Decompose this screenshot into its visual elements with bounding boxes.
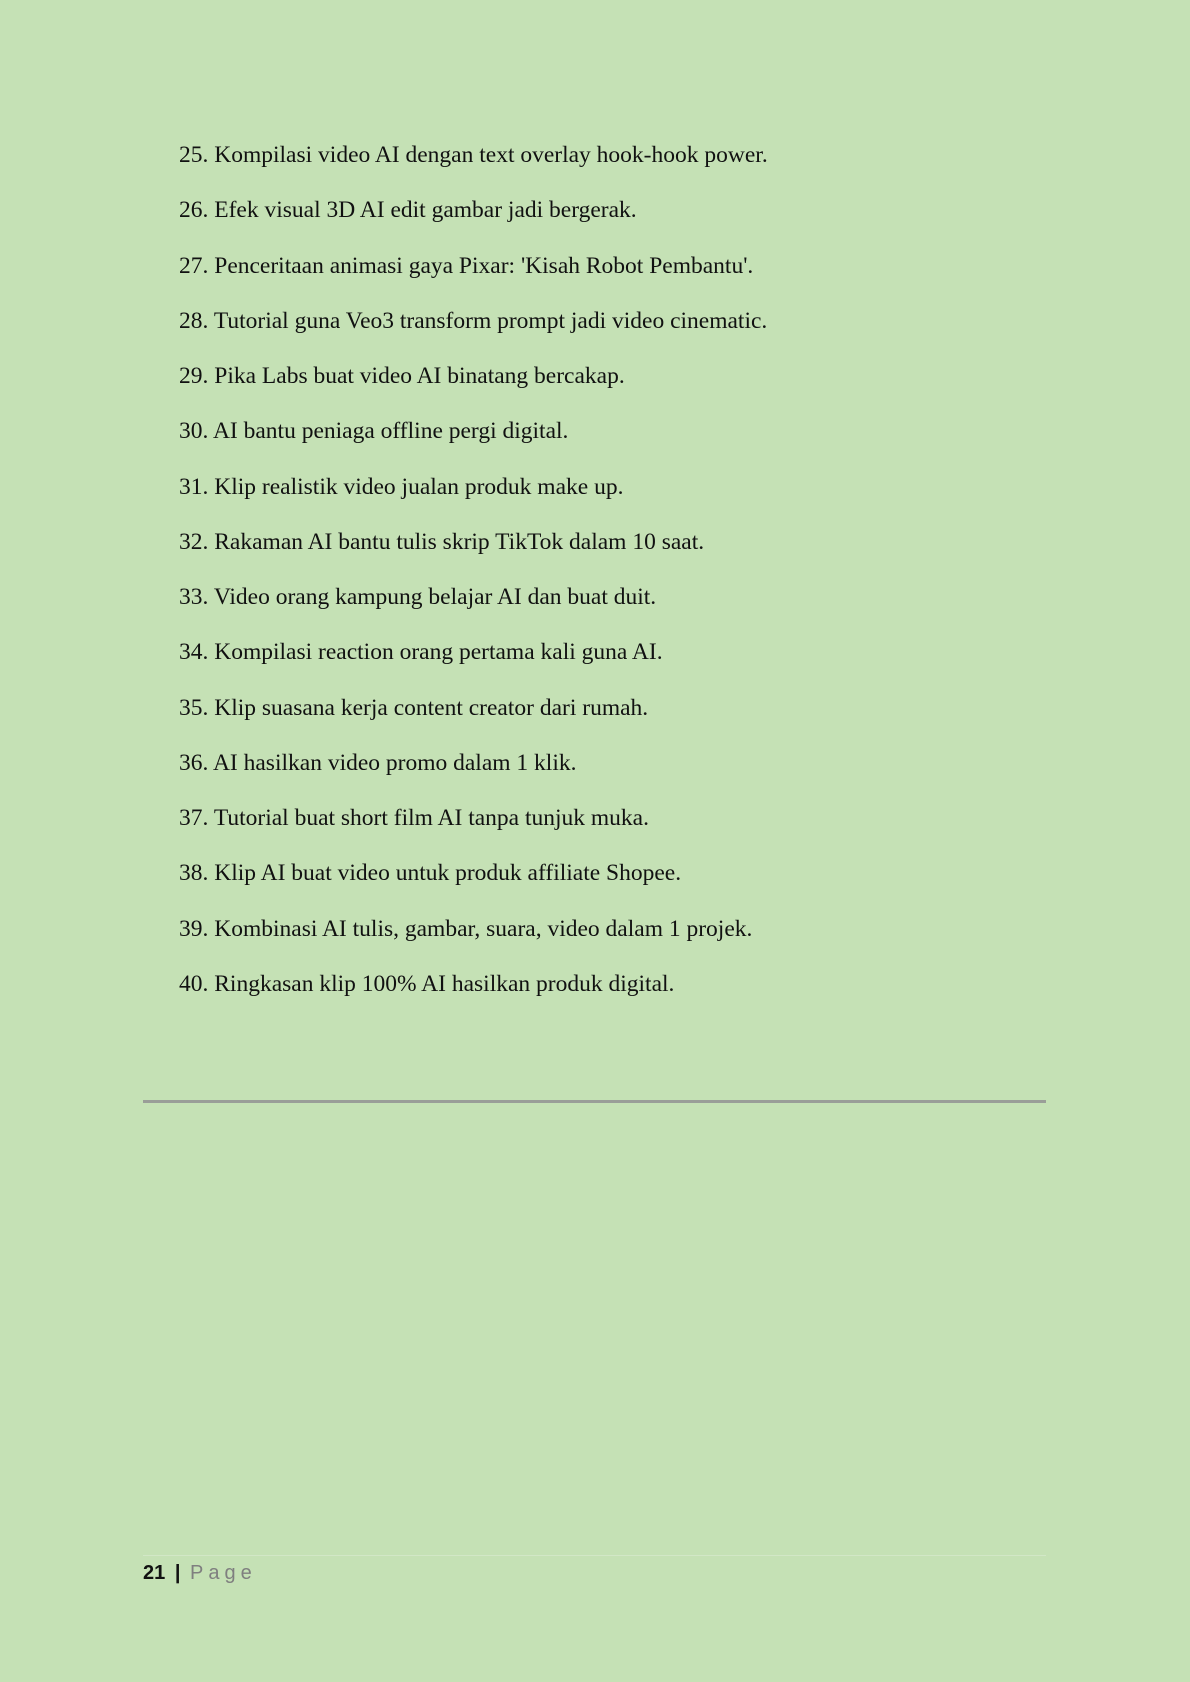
idea-list [179, 141, 768, 1025]
page-separator: | [174, 1562, 181, 1584]
list-item: 33. Video orang kampung belajar AI dan buat duit. [179, 584, 657, 611]
page-label: Page [189, 1562, 257, 1584]
list-item: 25. Kompilasi video AI dengan text overlay hook-hook power. [179, 142, 768, 168]
list-item: 34. Kompilasi reaction orang pertama kali guna AI. [179, 639, 663, 666]
list-item: 27. Penceritaan animasi gaya Pixar: 'Kisah Robot Pembantu'. [179, 252, 754, 279]
page-footer [143, 1560, 257, 1586]
footer-rule [143, 1555, 1046, 1556]
list-item: 32. Rakaman AI bantu tulis skrip TikTok dalam 10 saat. [179, 528, 705, 555]
horizontal-divider [143, 1100, 1046, 1103]
list-item: 35. Klip suasana kerja content creator dari rumah. [179, 694, 649, 721]
page-number: 21 [143, 1562, 166, 1584]
list-item: 31. Klip realistik video jualan produk make up. [179, 473, 624, 500]
list-item: 29. Pika Labs buat video AI binatang bercakap. [179, 363, 625, 390]
list-item: 28. Tutorial guna Veo3 transform prompt jadi video cinematic. [179, 307, 768, 334]
list-item: 26. Efek visual 3D AI edit gambar jadi bergerak. [179, 197, 637, 224]
list-item: 30. AI bantu peniaga offline pergi digital. [179, 418, 569, 445]
list-item: 37. Tutorial buat short film AI tanpa tunjuk muka. [179, 805, 649, 832]
list-item: 40. Ringkasan klip 100% AI hasilkan produk digital. [179, 970, 675, 997]
list-item: 39. Kombinasi AI tulis, gambar, suara, video dalam 1 projek. [179, 915, 753, 942]
list-item: 38. Klip AI buat video untuk produk affiliate Shopee. [179, 860, 682, 887]
list-item: 36. AI hasilkan video promo dalam 1 klik. [179, 749, 577, 776]
